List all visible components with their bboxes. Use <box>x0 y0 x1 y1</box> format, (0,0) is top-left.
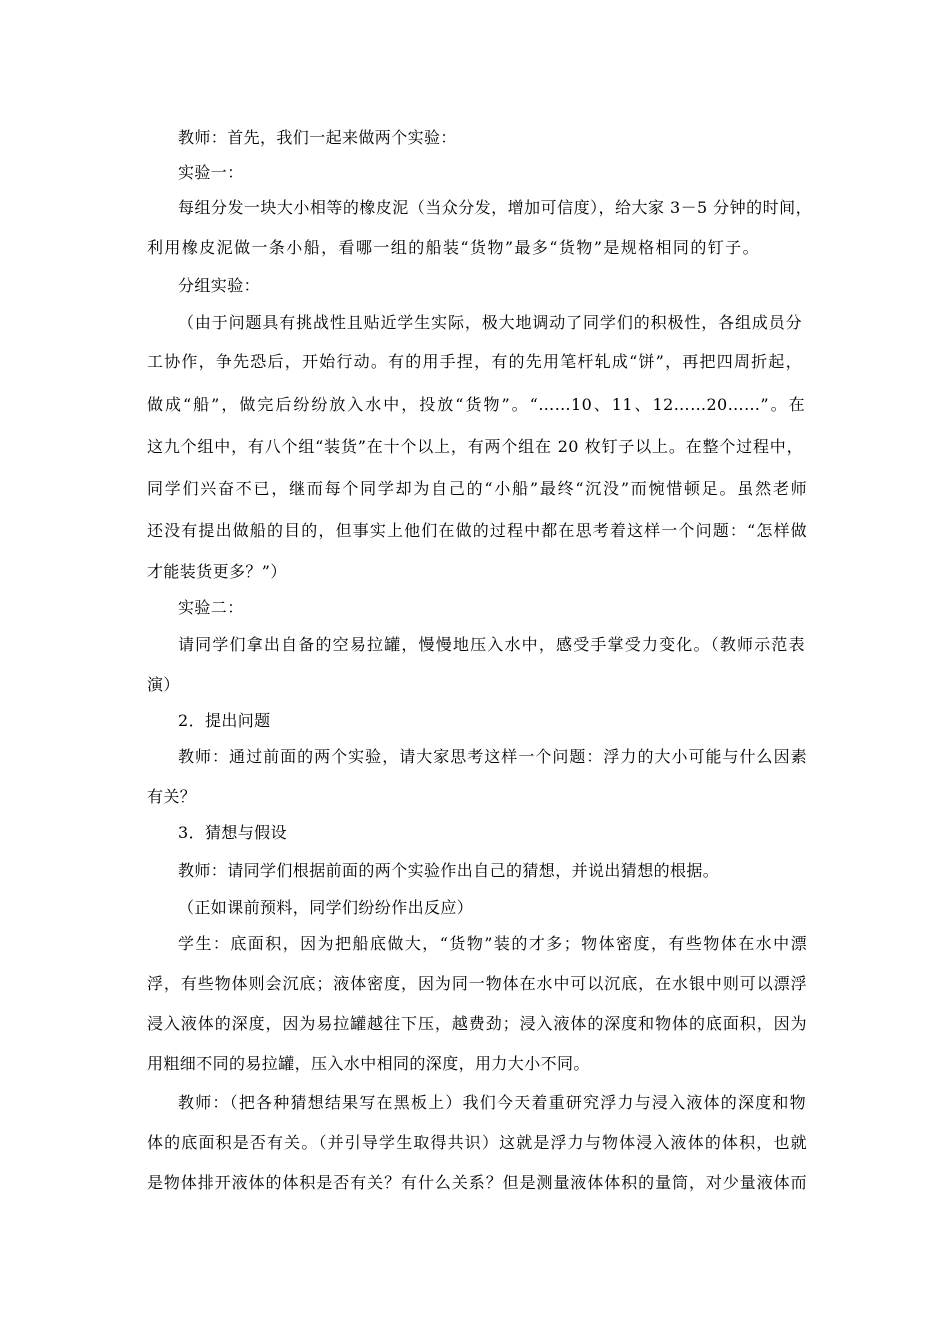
text-line: 教师：（把各种猜想结果写在黑板上）我们今天着重研究浮力与浸入液体的深度和物 <box>178 1093 806 1112</box>
text-line: 体的底面积是否有关。（并引导学生取得共识）这就是浮力与物体浸入液体的体积，也就 <box>147 1133 807 1152</box>
text-line: 教师：请同学们根据前面的两个实验作出自己的猜想，并说出猜想的根据。 <box>178 861 720 880</box>
text-line: 有关？ <box>147 787 197 806</box>
text-line: 教师：首先，我们一起来做两个实验： <box>178 128 457 147</box>
text-line: 利用橡皮泥做一条小船，看哪一组的船装“货物”最多“货物”是规格相同的钉子。 <box>147 238 759 257</box>
text-line: 用粗细不同的易拉罐，压入水中相同的深度，用力大小不同。 <box>147 1054 590 1073</box>
text-line: 浸入液体的深度，因为易拉罐越往下压，越费劲；浸入液体的深度和物体的底面积，因为 <box>147 1014 807 1033</box>
text-line: 做成“船”，做完后纷纷放入水中，投放“货物”。“……10、11、12……20……”。在 <box>147 395 805 414</box>
text-line: 演） <box>147 675 180 694</box>
text-line: 分组实验： <box>178 276 261 295</box>
text-line: 是物体排开液体的体积是否有关？有什么关系？但是测量液体体积的量筒，对少量液体而 <box>147 1173 807 1192</box>
text-line: 3．猜想与假设 <box>178 823 287 842</box>
text-line: 同学们兴奋不已，继而每个同学却为自己的“小船”最终“沉没”而惋惜顿足。虽然老师 <box>147 479 807 498</box>
text-line: （正如课前预料，同学们纷纷作出反应） <box>178 898 474 917</box>
text-line: 教师：通过前面的两个实验，请大家思考这样一个问题：浮力的大小可能与什么因素 <box>178 747 807 766</box>
text-line: 2．提出问题 <box>178 711 271 730</box>
text-line: 学生：底面积，因为把船底做大，“货物”装的才多；物体密度，有些物体在水中漂 <box>178 934 807 953</box>
text-line: 工协作，争先恐后，开始行动。有的用手捏，有的先用笔杆轧成“饼”，再把四周折起， <box>147 352 802 371</box>
text-line: 实验二： <box>178 598 244 617</box>
text-line: 还没有提出做船的目的，但事实上他们在做的过程中都在思考着这样一个问题：“怎样做 <box>147 521 807 540</box>
text-line: 每组分发一块大小相等的橡皮泥（当众分发，增加可信度），给大家 3－5 分钟的时间， <box>178 198 812 217</box>
text-line: 实验一： <box>178 163 244 182</box>
text-line: 才能装货更多？”） <box>147 562 287 581</box>
text-line: 这九个组中，有八个组“装货”在十个以上，有两个组在 20 枚钉子以上。在整个过程中， <box>147 437 803 456</box>
text-line: （由于问题具有挑战性且贴近学生实际，极大地调动了同学们的积极性，各组成员分 <box>178 313 802 332</box>
text-line: 请同学们拿出自备的空易拉罐，慢慢地压入水中，感受手掌受力变化。（教师示范表 <box>178 635 805 654</box>
text-line: 浮，有些物体则会沉底；液体密度，因为同一物体在水中可以沉底，在水银中则可以漂浮 <box>147 974 807 993</box>
